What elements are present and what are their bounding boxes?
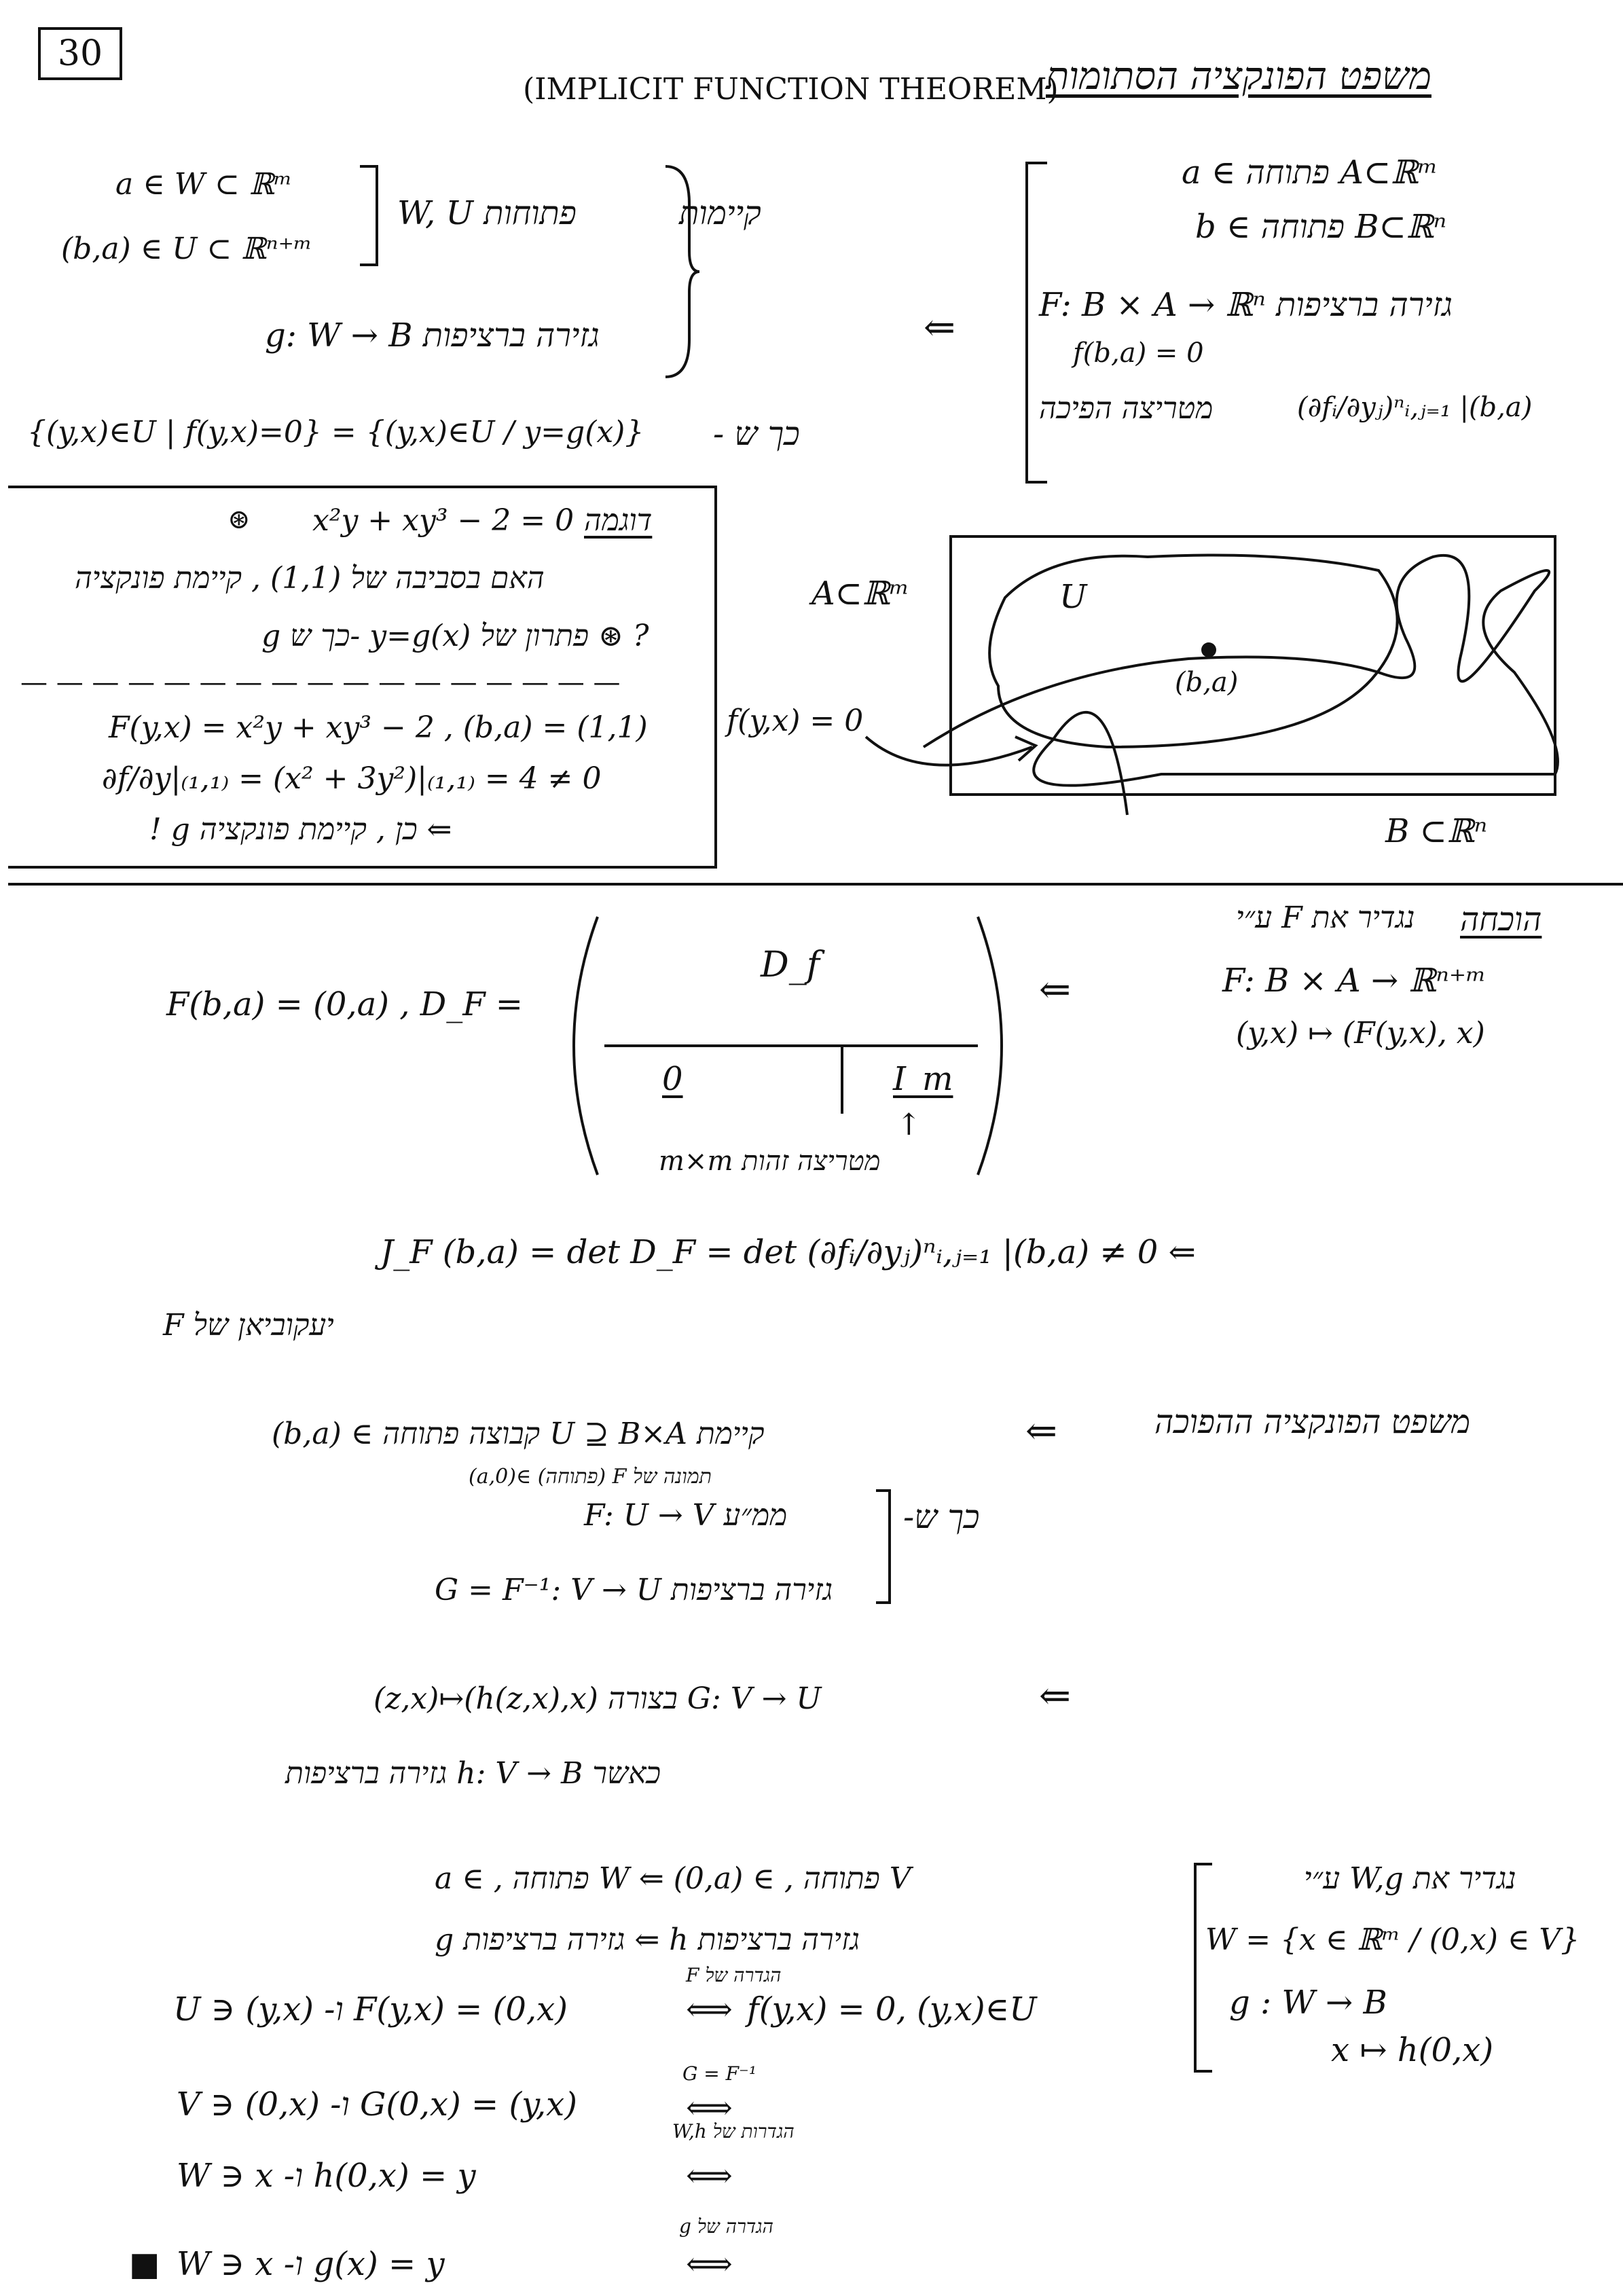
zero-level-curve [924, 555, 1558, 815]
proof-f-rule: (y,x) ↦ (F(y,x), x) [1236, 1016, 1485, 1051]
example-equation: x²y + xy³ − 2 = 0 [312, 503, 575, 538]
diagram-label-curve: f(y,x) = 0 [727, 704, 864, 738]
hyp-matrix: (∂fᵢ/∂yⱼ)ⁿᵢ,ⱼ₌₁ |(b,a) [1297, 392, 1533, 423]
ift-bracket [873, 1487, 900, 1609]
equiv-line-2: V ∋ (0,x) -ו G(0,x) = (y,x) [177, 2085, 577, 2124]
proof-f-at-ba: F(b,a) = (0,a) , D_F = [166, 985, 523, 1023]
define-wg-bracket [1185, 1861, 1219, 2078]
equiv-line-3: W ∋ x -ו h(0,x) = y [177, 2157, 476, 2195]
concl-open: פתוחות W, U [397, 194, 577, 232]
ift-image-note: תמונה של F (פתוחה) ∋(0,a) [469, 1465, 712, 1489]
hypothesis-bracket [1013, 156, 1054, 496]
concl-exists: קיימות [679, 194, 761, 232]
dashed-separator: — — — — — — — — — — — — — — — — — [20, 667, 621, 698]
example-f-def: F(y,x) = x²y + xy³ − 2 , (b,a) = (1,1) [109, 710, 648, 745]
example-question-2: g כך ש- y=g(x) פתרון של ⊛ ? [261, 619, 649, 653]
proof-f-map: F: B × A → ℝⁿ⁺ᵐ [1222, 962, 1487, 1000]
example-question-1: האם בסביבה של (1,1) , קיימת פונקציה [75, 561, 545, 596]
example-heading: דוגמה [584, 503, 653, 538]
g-definition-2: x ↦ h(0,x) [1331, 2031, 1494, 2069]
identity-label: מטריצה זהות m×m [659, 1146, 881, 1177]
example-box-top [8, 486, 717, 488]
hyp-f-zero: f(b,a) = 0 [1073, 338, 1204, 369]
ift-exists-u: קיימת U ⊇ B×A קבוצה פתוחה ∋ (b,a) [272, 1417, 765, 1451]
proof-g-implies-arrow: ⇐ [1039, 1674, 1071, 1718]
title-english: (IMPLICIT FUNCTION THEOREM) [523, 72, 1059, 107]
w-definition: W = {x ∈ ℝᵐ / (0,x) ∈ V} [1205, 1923, 1580, 1957]
concl-such: כך ש - [713, 415, 800, 453]
equiv-note-1: הגדרה של F [686, 1964, 782, 1986]
example-conclusion: ⇐ כן , קיימת פונקציה g ! [149, 812, 452, 847]
jacobian-line: J_F (b,a) = det D_F = det (∂fᵢ/∂yⱼ)ⁿᵢ,ⱼ₌₁ |(b,a) ≠ 0 ⇐ [380, 1233, 1196, 1271]
proof-heading: הוכחה [1460, 900, 1542, 939]
equiv-note-4: הגדרה של g [679, 2215, 773, 2238]
proof-define-f: נגדיר את F ע״י [1236, 900, 1415, 935]
implies-arrow: ⇐ [924, 306, 955, 350]
ift-such-that: כך ש- [903, 1498, 980, 1536]
hyp-f: גזירה ברציפות F: B × A → ℝⁿ [1039, 286, 1453, 324]
g-definition-1: g : W → B [1229, 1984, 1387, 2022]
ift-f-diffeo: F: U → V ממ״ע [584, 1498, 788, 1533]
diagram-label-point: (b,a) [1175, 667, 1239, 698]
ift-name: משפט הפונקציה ההפוכה [1154, 1403, 1471, 1441]
diagram-label-u: U [1059, 578, 1087, 616]
iff-1: ⟺ [686, 1990, 733, 2028]
section-divider [8, 883, 1623, 886]
star-symbol: ⊛ [227, 504, 251, 535]
conclusion-brace [662, 163, 703, 380]
block-identity: I_m [893, 1060, 953, 1098]
w-open: a ∈ , פתוחה W ⇐ (0,a) ∈ , פתוחה V [435, 1861, 911, 1896]
g-continuous: g גזירה ברציפות ⇐ h גזירה ברציפות [435, 1923, 860, 1957]
iff-3: ⟺ [686, 2157, 733, 2195]
hyp-a: a ∈ פתוחה A⊂ℝᵐ [1182, 153, 1438, 192]
define-wg: נגדיר את W,g ע״י [1304, 1861, 1516, 1896]
block-arrow: ↑ [896, 1108, 922, 1142]
concl-set: {(y,x)∈U | f(y,x)=0} = {(y,x)∈U / y=g(x)} [27, 415, 644, 450]
jacobian-label: יעקוביאן של F [163, 1308, 334, 1343]
block-top-df: D_f [761, 945, 820, 985]
equiv-line-1-left: U ∋ (y,x) -ו F(y,x) = (0,x) [173, 1990, 568, 2028]
concl-g: גזירה ברציפות g: W → B [265, 316, 600, 354]
iff-2: ⟺ [686, 2089, 733, 2127]
concl-w: a ∈ W ⊂ ℝᵐ [115, 167, 293, 202]
iff-4: ⟺ [686, 2245, 733, 2283]
region-u [989, 555, 1398, 748]
diagram-label-b: B ⊂ℝⁿ [1385, 812, 1488, 850]
ift-g-inverse: G = F⁻¹: V → U גזירה ברציפות [435, 1573, 833, 1607]
matrix-right-paren [978, 917, 1002, 1175]
proof-implies-arrow: ⇐ [1039, 968, 1071, 1012]
conclusion-bracket-left [357, 163, 384, 272]
page-number: 30 [38, 27, 122, 80]
concl-u: (b,a) ∈ U ⊂ ℝⁿ⁺ᵐ [61, 232, 312, 266]
hyp-matrix-label: מטריצה הפיכה [1039, 391, 1214, 426]
diagram-label-a: A⊂ℝᵐ [812, 575, 910, 613]
equiv-line-1-right: f(y,x) = 0, (y,x)∈U [747, 1990, 1037, 2028]
proof-h-continuous: כאשר h: V → B גזירה ברציפות [285, 1756, 661, 1791]
qed-mark: ■ [129, 2245, 160, 2283]
proof-g-form: (z,x)↦(h(z,x),x) בצורה G: V → U [373, 1681, 822, 1716]
point-ba [1201, 642, 1216, 657]
ift-implies-arrow: ⇐ [1025, 1409, 1057, 1453]
equiv-note-3: הגדרות של W,h [672, 2120, 795, 2143]
example-partial: ∂f/∂y|₍₁,₁₎ = (x² + 3y²)|₍₁,₁₎ = 4 ≠ 0 [102, 761, 602, 796]
hyp-b: b ∈ פתוחה B⊂ℝⁿ [1195, 208, 1447, 246]
region-rectangle [951, 536, 1555, 795]
matrix-left-paren [574, 917, 598, 1175]
equiv-line-4: W ∋ x -ו g(x) = y [177, 2245, 445, 2283]
block-zero: 0 [662, 1060, 683, 1098]
title-hebrew: משפט הפונקציה הסתומות [1046, 54, 1431, 98]
curve-pointer-arrow [866, 737, 1032, 765]
equiv-note-2: G = F⁻¹ [682, 2062, 757, 2085]
